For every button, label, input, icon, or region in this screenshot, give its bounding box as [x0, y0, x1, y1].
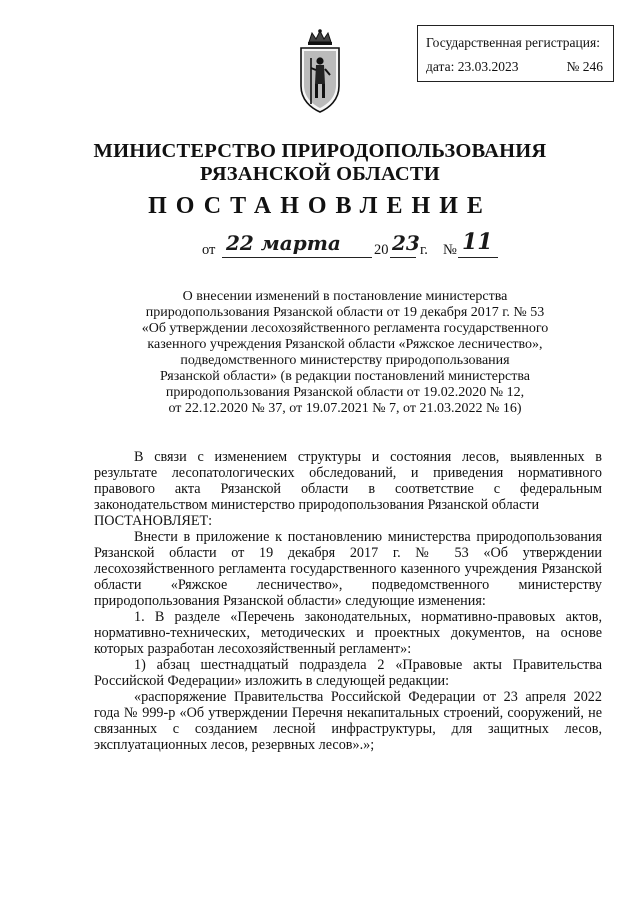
- subject-line: «Об утверждении лесохозяйственного регламента государственного: [141, 321, 549, 336]
- subject-line: казенного учреждения Рязанской области «Ряжское лесничество»,: [147, 337, 543, 352]
- document-type-heading: ПОСТАНОВЛЕНИЕ: [148, 193, 492, 219]
- date-underline: [222, 257, 372, 258]
- clause-paragraph: 1. В разделе «Перечень законодательных, нормативно-правовых актов, нормативно-технических, методических и проектных документов, на основе которых разработан лесохозяйственный регламент»:: [94, 609, 602, 657]
- subject-line: природопользования Рязанской области от 19 декабря 2017 г. № 53: [145, 305, 545, 320]
- clause-paragraph: Внести в приложение к постановлению министерства природопользования Рязанской области от 19 декабря 2017 г. № 53 «Об утверждении лесохозяйственного регламента государственного казенного учреждения Рязанской области «Ряжское лесничество», подведомственного министерству природопользования Рязанской области» следующие изменения:: [94, 529, 602, 609]
- clause-paragraph: 1) абзац шестнадцатый подраздела 2 «Правовые акты Правительства Российской Федерации» изложить в следующей редакции:: [94, 657, 602, 689]
- registration-title: Государственная регистрация:: [426, 35, 600, 50]
- handwritten-number: 11: [462, 229, 493, 255]
- subject-line: от 22.12.2020 № 37, от 19.07.2021 № 7, от 21.03.2022 № 16): [168, 401, 522, 416]
- number-underline: [458, 257, 498, 258]
- ryazan-coat-of-arms-icon: [295, 28, 345, 116]
- subject-line: природопользования Рязанской области от 19.02.2020 № 12,: [165, 385, 525, 400]
- ministry-name: [0, 140, 640, 186]
- subject-line: Рязанской области» (в редакции постановлений министерства: [160, 369, 530, 384]
- year-underline: [390, 257, 416, 258]
- intro-paragraph: В связи с изменением структуры и состояния лесов, выявленных в результате лесопатологических обследований, и приведения нормативного правового акта Рязанской области в соответствие с федеральным законодательством министерство природопользования Рязанской области: [94, 449, 602, 513]
- handwritten-day-month: 22 марта: [226, 231, 341, 255]
- registration-details: [426, 55, 613, 79]
- date-from-label: от: [202, 242, 216, 258]
- subject-line: подведомственного министерству природопользования: [180, 353, 510, 368]
- year-prefix: 20: [374, 242, 389, 258]
- handwritten-year-suffix: 23: [392, 231, 420, 255]
- document-subject: [110, 289, 580, 417]
- year-abbrev: г.: [420, 242, 428, 258]
- document-body: [94, 449, 602, 753]
- clause-paragraph: «распоряжение Правительства Российской Федерации от 23 апреля 2022 года № 999-р «Об утверждении Перечня некапитальных строений, сооружений, не связанных с созданием лесной инфраструктуры, для защитных лесов, эксплуатационных лесов, резервных лесов».»;: [94, 689, 602, 753]
- subject-line: О внесении изменений в постановление министерства: [182, 289, 508, 304]
- decree-word: ПОСТАНОВЛЯЕТ:: [94, 513, 213, 529]
- registration-date: дата: 23.03.2023: [426, 59, 519, 74]
- number-sign: №: [443, 242, 457, 258]
- registration-stamp: [417, 25, 614, 82]
- registration-number: № 246: [566, 59, 603, 74]
- ministry-name-line1: МИНИСТЕРСТВО ПРИРОДОПОЛЬЗОВАНИЯ: [93, 140, 547, 162]
- ministry-name-line2: РЯЗАНСКОЙ ОБЛАСТИ: [200, 163, 440, 185]
- resolution-date-line: [200, 229, 520, 262]
